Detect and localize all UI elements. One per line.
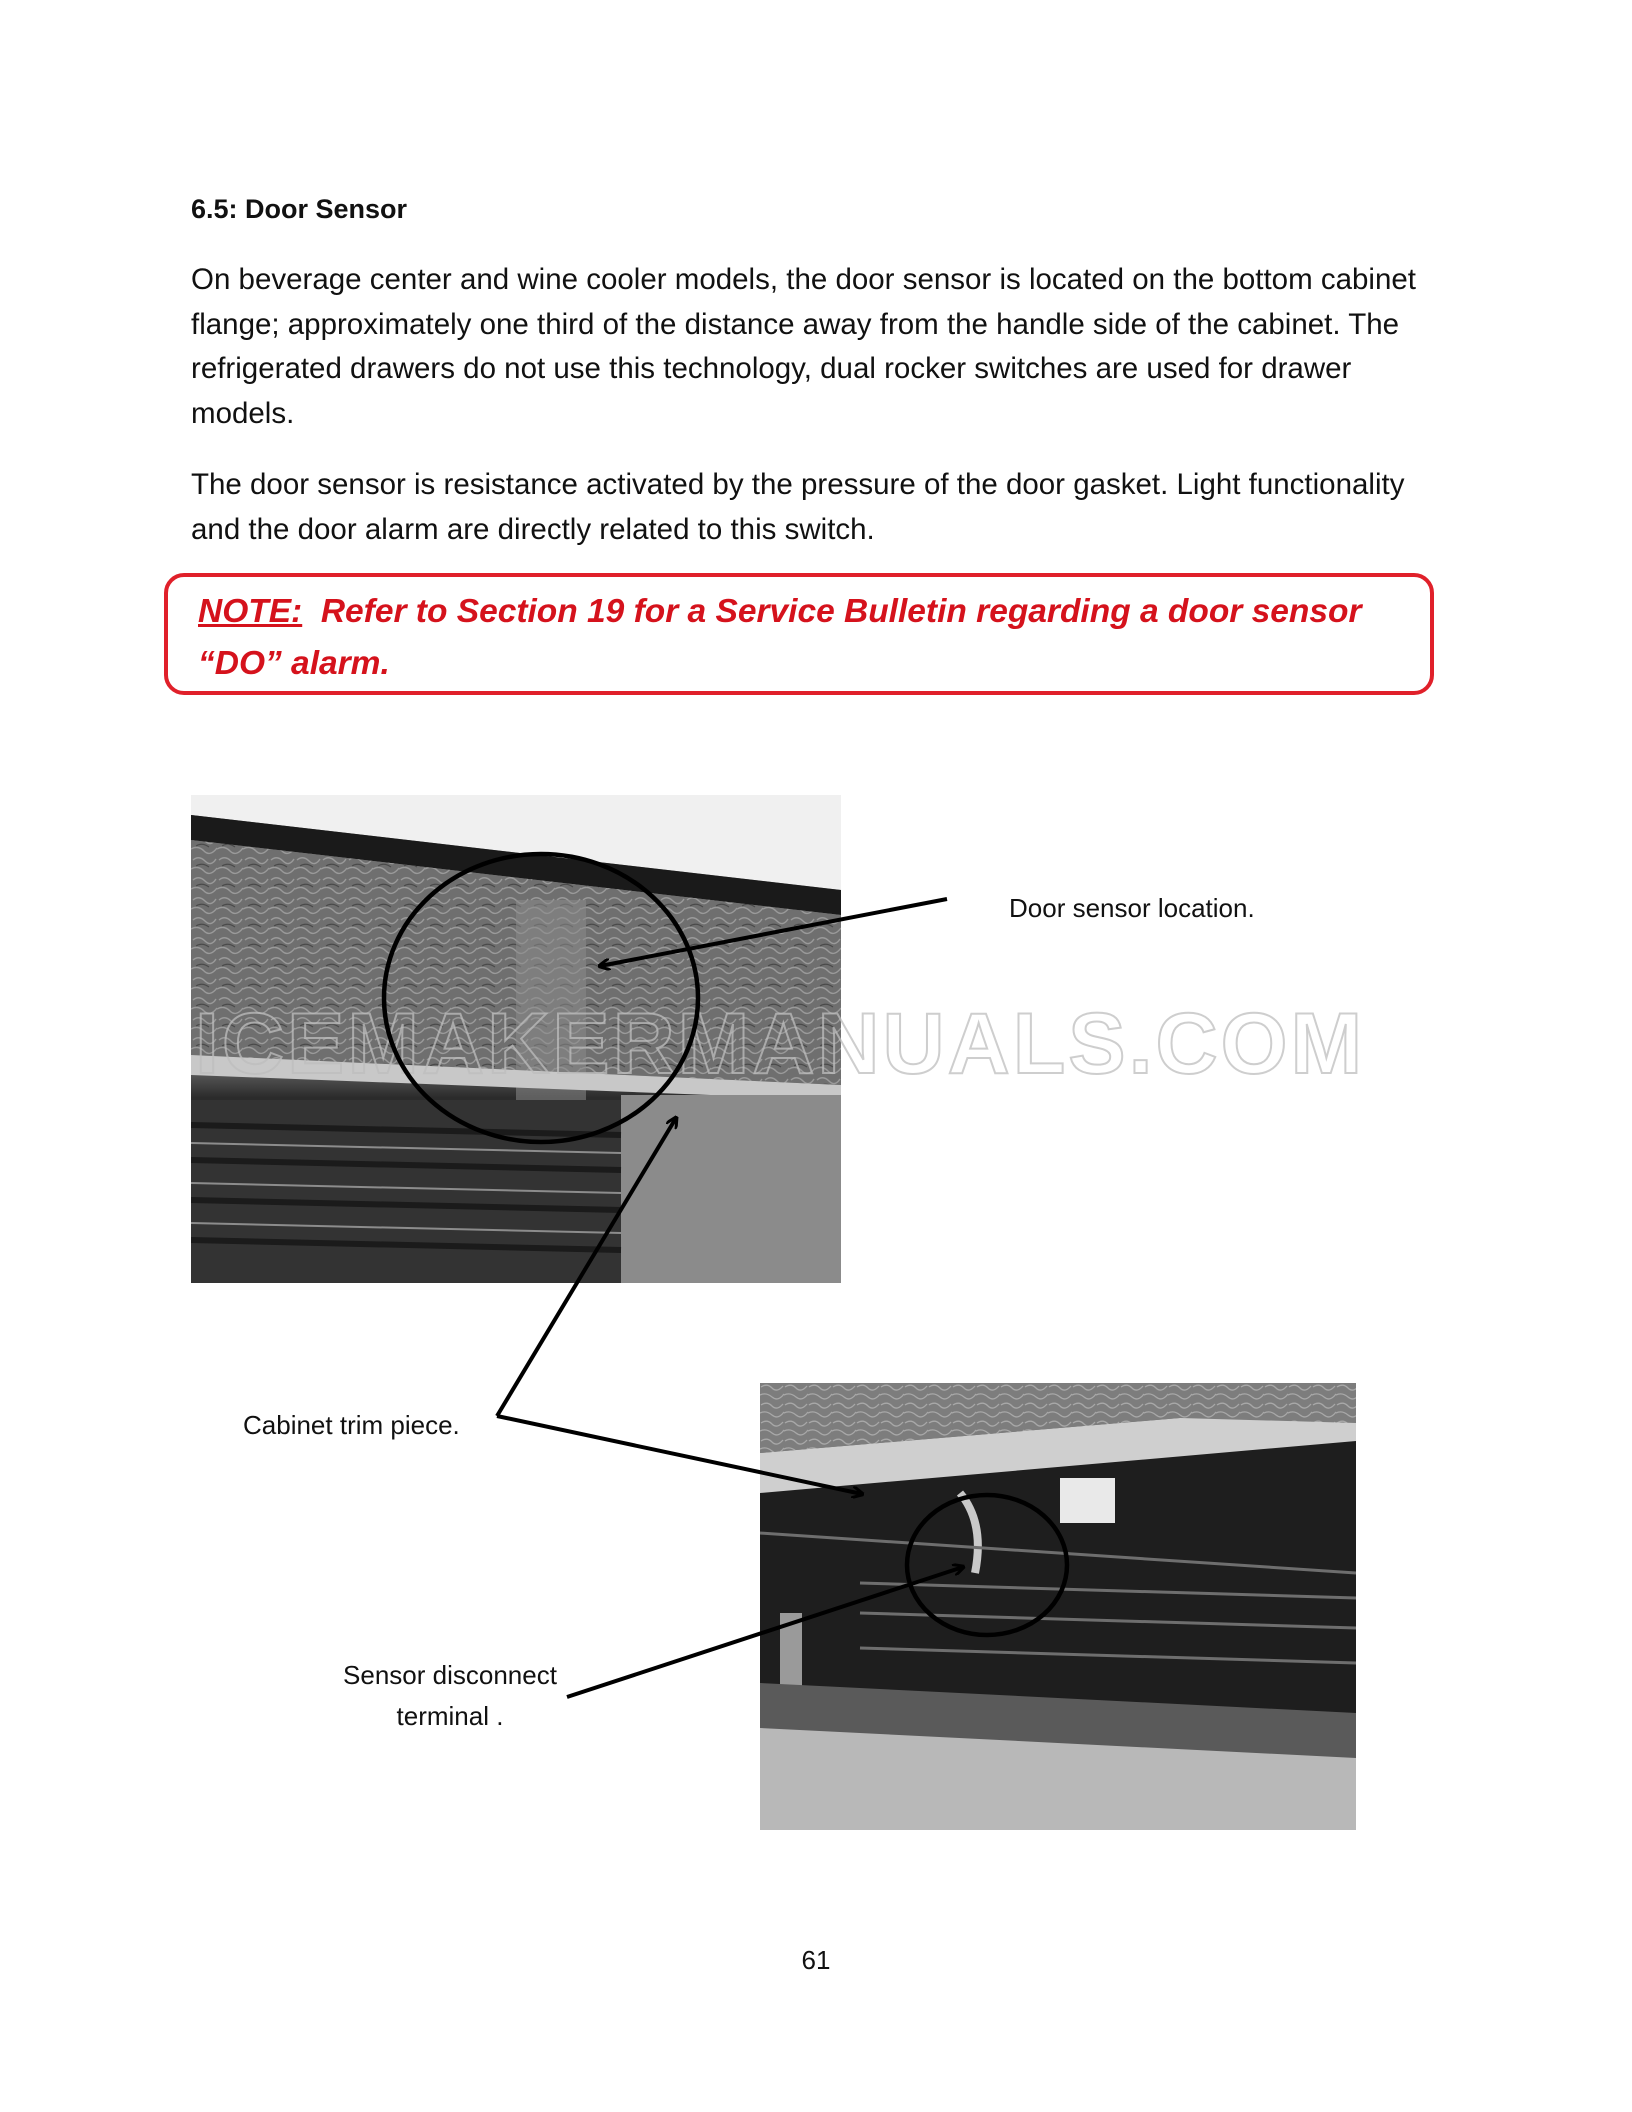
section-heading: 6.5: Door Sensor: [191, 194, 408, 224]
caption-cabinet-trim: Cabinet trim piece.: [243, 1410, 460, 1440]
arrow-trim-lower: [497, 1416, 862, 1494]
caption-door-sensor: Door sensor location.: [1009, 893, 1255, 923]
note-label: NOTE:: [198, 593, 303, 630]
caption-terminal-line2: terminal .: [396, 1701, 504, 1731]
terminal-highlight-circle: [907, 1495, 1067, 1635]
caption-terminal-line1: Sensor disconnect: [343, 1660, 557, 1690]
arrow-terminal: [567, 1567, 963, 1697]
arrow-trim-upper: [497, 1118, 676, 1416]
paragraph-location: On beverage center and wine cooler models, the door sensor is located on the bottom cabinet flange; approximately one third of the distance away from the handle side of the cabinet. The refrigerated drawers do not use this technology, dual rocker switches are used for drawer models.: [191, 263, 1416, 430]
paragraph-function: The door sensor is resistance activated by the pressure of the door gasket. Light functionality and the door alarm are directly related to this switch.: [191, 468, 1405, 546]
watermark: ICEMAKERMANUALS.COM: [195, 996, 1366, 1092]
arrow-door-sensor: [600, 899, 947, 966]
caption-sensor-terminal: [300, 1655, 600, 1737]
page-number: 61: [801, 1945, 831, 1975]
sensor-highlight-circle: [384, 854, 698, 1142]
note-body: Refer to Section 19 for a Service Bulletin regarding a door sensor “DO” alarm.: [198, 593, 1362, 682]
